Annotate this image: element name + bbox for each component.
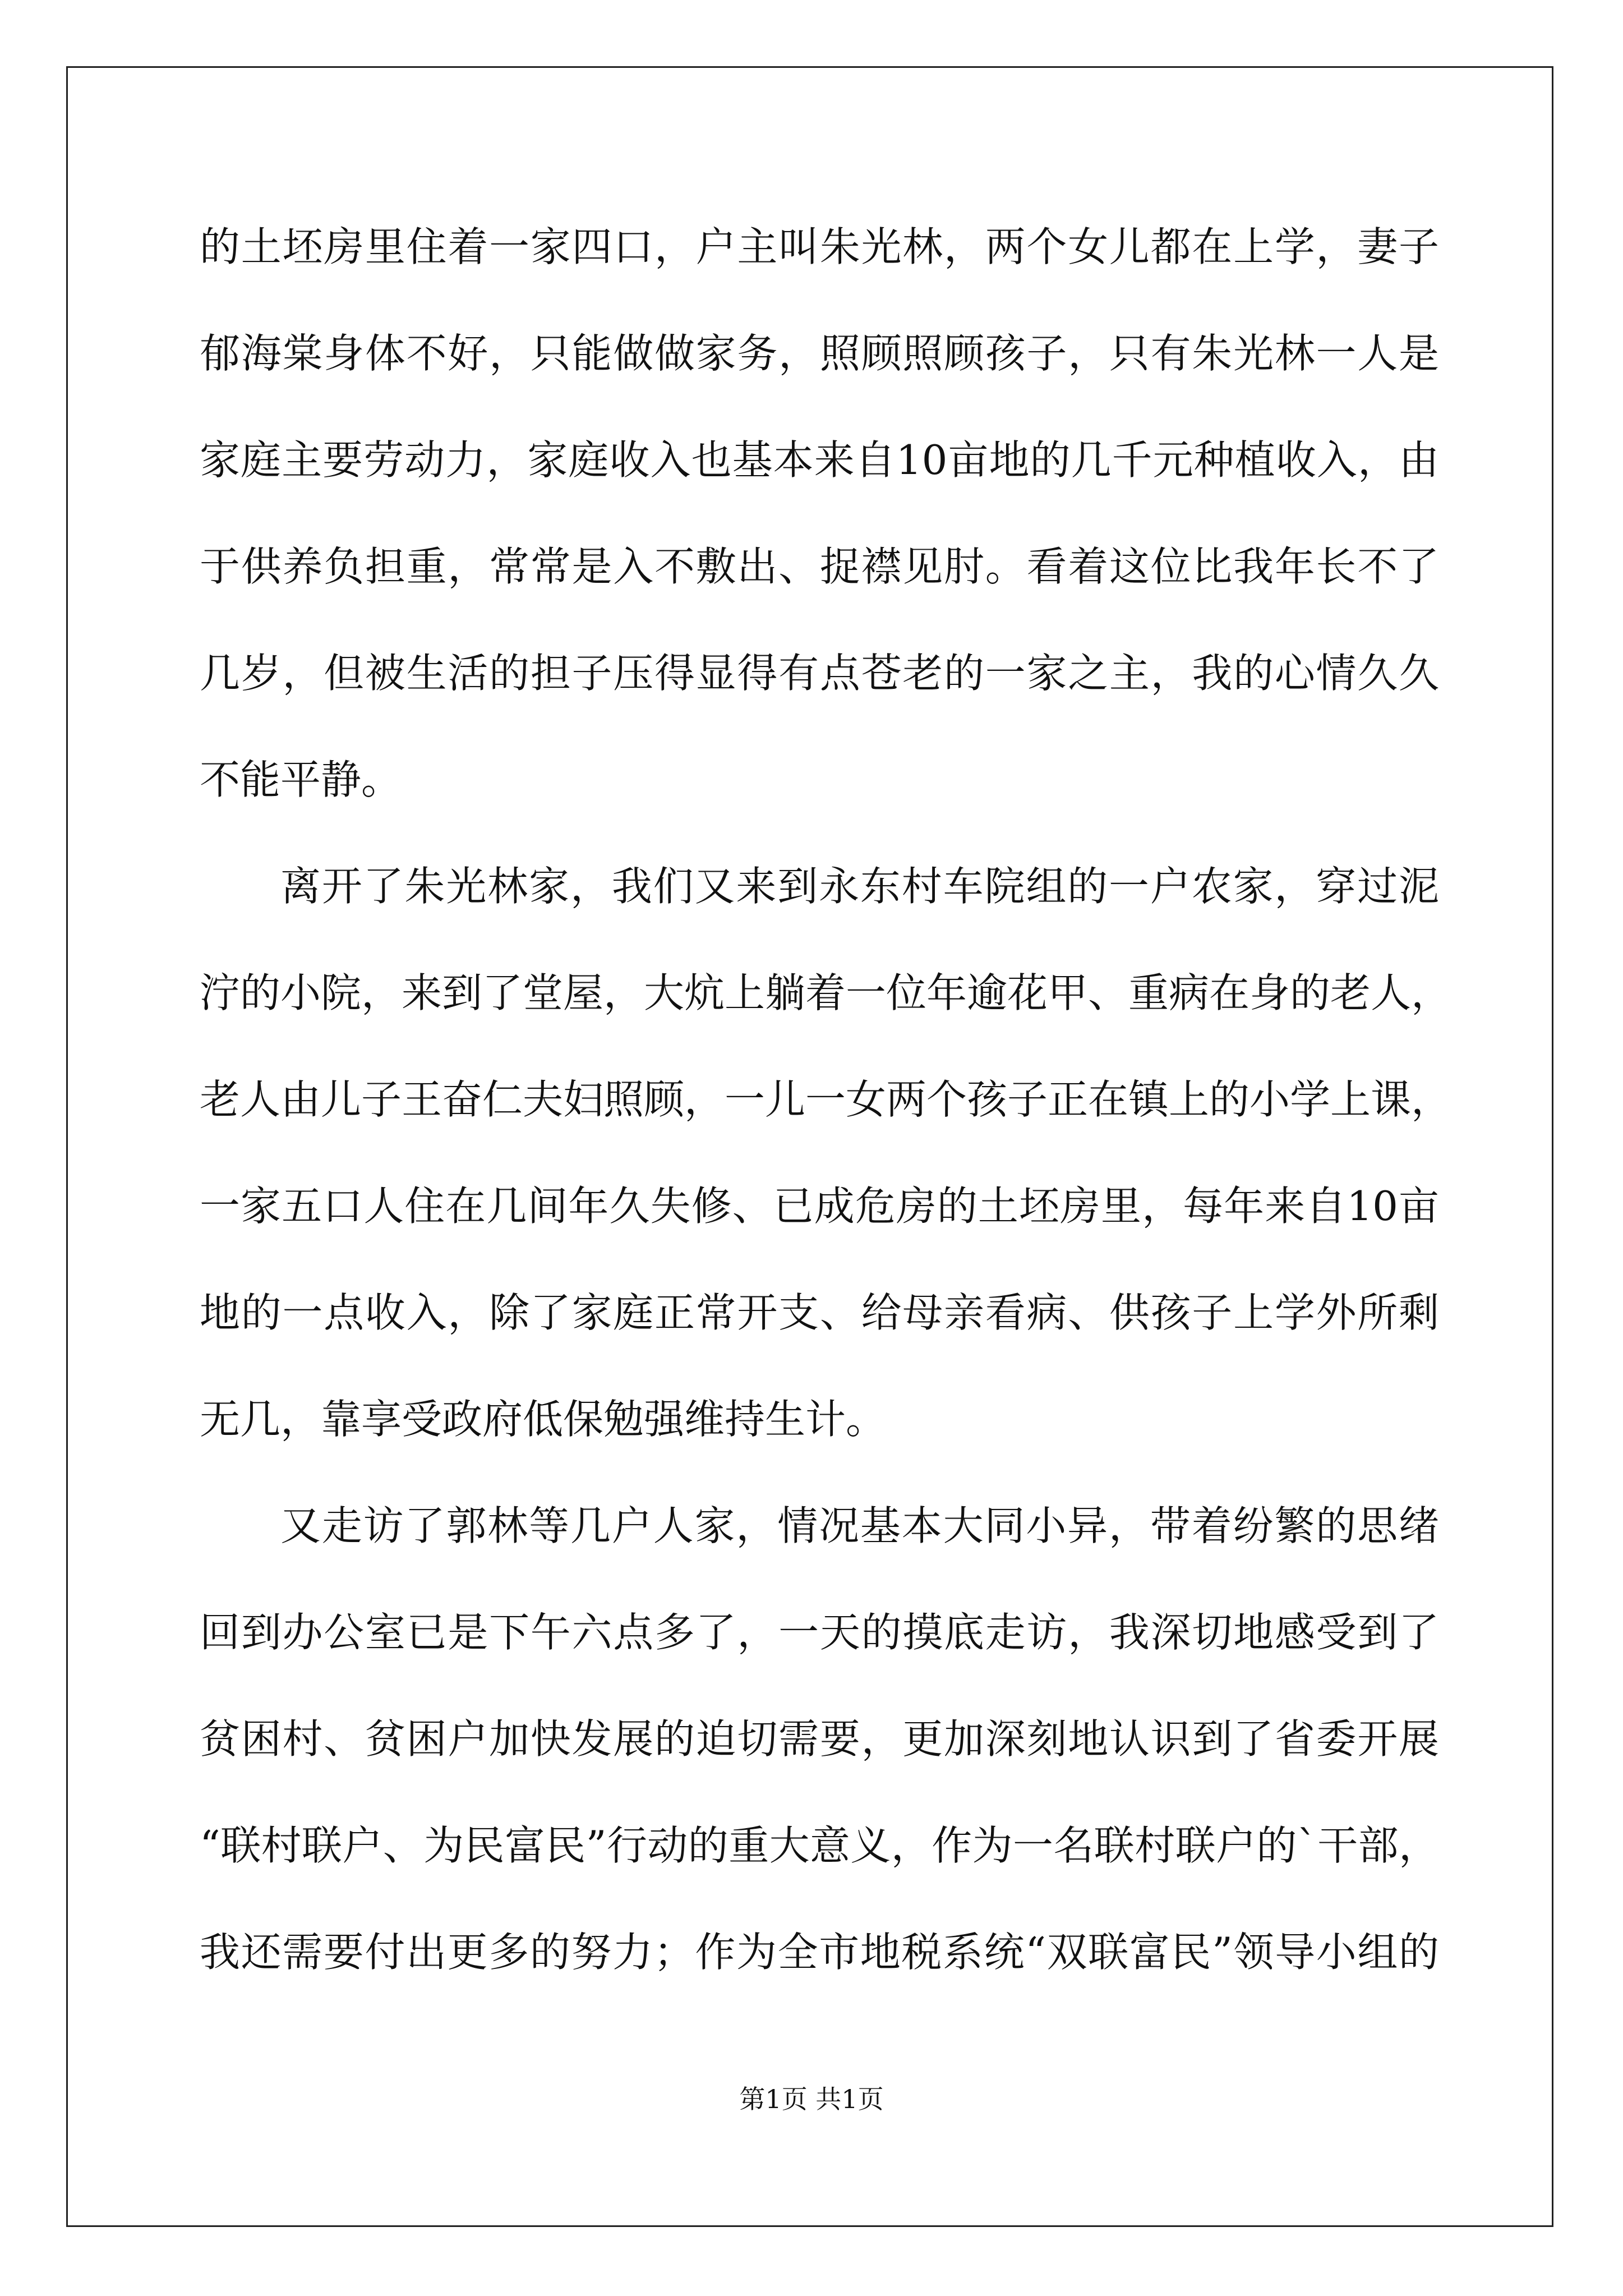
page-border xyxy=(66,66,1553,2227)
text-line: 老人由儿子王奋仁夫妇照顾，一儿一女两个孩子正在镇上的小学上课， xyxy=(200,1076,1452,1123)
text-line: 无几，靠享受政府低保勉强维持生计。 xyxy=(200,1396,887,1443)
text-line: 郁海棠身体不好，只能做做家务，照顾照顾孩子，只有朱光林一人是 xyxy=(200,330,1439,377)
text-line: 不能平静。 xyxy=(200,756,402,803)
text-line: 我还需要付出更多的努力；作为全市地税系统“双联富民”领导小组的 xyxy=(200,1929,1439,1976)
text-line: 家庭主要劳动力，家庭收入也基本来自10亩地的几千元种植收入，由 xyxy=(200,436,1439,484)
text-line: 回到办公室已是下午六点多了，一天的摸底走访，我深切地感受到了 xyxy=(200,1609,1439,1656)
text-line: 又走访了郭林等几户人家，情况基本大同小异，带着纷繁的思绪 xyxy=(280,1502,1439,1549)
text-line: 离开了朱光林家，我们又来到永东村车院组的一户农家，穿过泥 xyxy=(280,863,1439,910)
text-line: “联村联户、为民富民”行动的重大意义，作为一名联村联户的`干部， xyxy=(200,1822,1439,1869)
text-line: 一家五口人住在几间年久失修、已成危房的土坯房里，每年来自10亩 xyxy=(200,1182,1439,1230)
text-line: 的土坯房里住着一家四口，户主叫朱光林，两个女儿都在上学，妻子 xyxy=(200,223,1439,270)
text-line: 泞的小院，来到了堂屋，大炕上躺着一位年逾花甲、重病在身的老人， xyxy=(200,969,1452,1016)
text-line: 地的一点收入，除了家庭正常开支、给母亲看病、供孩子上学外所剩 xyxy=(200,1289,1439,1336)
text-line: 贫困村、贫困户加快发展的迫切需要，更加深刻地认识到了省委开展 xyxy=(200,1715,1439,1763)
page-number-footer: 第1页 共1页 xyxy=(739,2084,884,2114)
text-line: 几岁，但被生活的担子压得显得有点苍老的一家之主，我的心情久久 xyxy=(200,650,1439,697)
text-line: 于供养负担重，常常是入不敷出、捉襟见肘。看着这位比我年长不了 xyxy=(200,543,1439,590)
